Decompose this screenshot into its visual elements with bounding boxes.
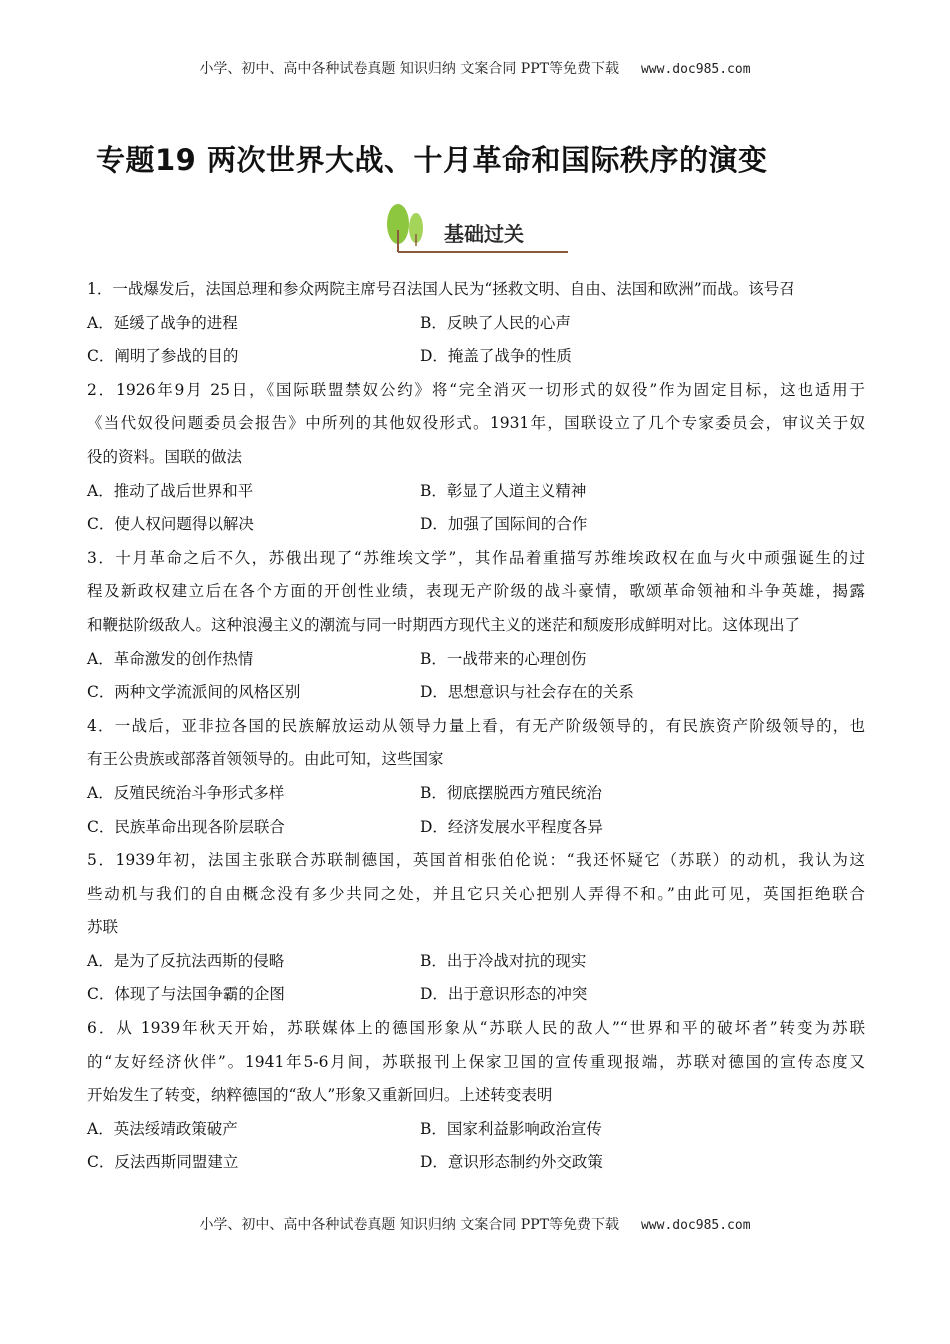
options-row <box>87 307 865 341</box>
question-1 <box>87 273 865 374</box>
option-d: D．出于意识形态的冲突 <box>420 985 588 1004</box>
question-stem-line: 些动机与我们的自由概念没有多少共同之处，并且它只关心把别人弄得不和。”由此可见，英国拒绝联合 <box>87 884 865 903</box>
header-url[interactable]: www.doc985.com <box>640 62 751 77</box>
question-5 <box>87 844 865 1012</box>
question-stem-line: 6．从 1939年秋天开始，苏联媒体上的德国形象从“苏联人民的敌人”“世界和平的破坏者”转变为苏联 <box>87 1019 865 1038</box>
option-b: B．国家利益影响政治宣传 <box>420 1119 602 1138</box>
options-row <box>87 777 865 811</box>
question-stem-line: 1．一战爆发后，法国总理和参众两院主席号召法国人民为“拯救文明、自由、法国和欧洲”而战。该号召 <box>87 280 795 298</box>
header-text: 小学、初中、高中各种试卷真题 知识归纳 文案合同 PPT等免费下载 <box>199 61 619 77</box>
option-a: A．革命激发的创作热情 <box>87 649 254 668</box>
option-d: D．意识形态制约外交政策 <box>420 1153 603 1172</box>
option-c: C．两种文学流派间的风格区别 <box>87 683 301 702</box>
options-row <box>87 945 865 979</box>
options-row <box>87 1146 865 1180</box>
question-stem-line: 程及新政权建立后在各个方面的开创性业绩，表现无产阶级的战斗豪情，歌颂革命领袖和斗争英雄，揭露 <box>87 582 865 601</box>
question-stem-line: 5．1939年初，法国主张联合苏联制德国，英国首相张伯伦说：“我还怀疑它（苏联）的动机，我认为这 <box>87 851 865 870</box>
question-stem-line: 《当代奴役问题委员会报告》中所列的其他奴役形式。1931年，国联设立了几个专家委员会，审议关于奴 <box>87 414 865 433</box>
option-b: B．彰显了人道主义精神 <box>420 481 587 500</box>
section-badge <box>378 200 574 258</box>
page-footer <box>0 1214 950 1234</box>
question-4 <box>87 710 865 844</box>
options-row <box>87 643 865 677</box>
question-stem-line: 役的资料。国联的做法 <box>87 447 243 466</box>
option-a: A．是为了反抗法西斯的侵略 <box>87 951 285 970</box>
option-b: B．一战带来的心理创伤 <box>420 649 587 668</box>
options-row <box>87 508 865 542</box>
option-c: C．体现了与法国争霸的企图 <box>87 985 285 1004</box>
footer-text: 小学、初中、高中各种试卷真题 知识归纳 文案合同 PPT等免费下载 <box>199 1217 619 1233</box>
option-c: C．使人权问题得以解决 <box>87 515 254 534</box>
question-stem-line: 2．1926年9月 25日，《国际联盟禁奴公约》将“完全消灭一切形式的奴役”作为固定目标，这也适用于 <box>87 380 865 399</box>
question-list <box>87 273 865 1180</box>
options-row <box>87 811 865 845</box>
question-3 <box>87 542 865 710</box>
question-stem-line: 的“友好经济伙伴”。1941年5-6月间，苏联报刊上保家卫国的宣传重现报端，苏联对德国的宣传态度又 <box>87 1052 865 1071</box>
question-2 <box>87 374 865 542</box>
option-b: B．反映了人民的心声 <box>420 313 571 332</box>
option-d: D．思想意识与社会存在的关系 <box>420 683 634 702</box>
question-stem-line: 和鞭挞阶级敌人。这种浪漫主义的潮流与同一时期西方现代主义的迷茫和颓废形成鲜明对比。这体现出了 <box>87 615 801 634</box>
options-row <box>87 475 865 509</box>
option-a: A．延缓了战争的进程 <box>87 313 238 332</box>
question-stem-line: 有王公贵族或部落首领领导的。由此可知，这些国家 <box>87 750 444 769</box>
option-c: C．阐明了参战的目的 <box>87 347 239 366</box>
option-d: D．加强了国际间的合作 <box>420 515 588 534</box>
option-c: C．民族革命出现各阶层联合 <box>87 817 285 836</box>
options-row <box>87 340 865 374</box>
question-stem-line: 开始发生了转变，纳粹德国的“敌人”形象又重新回归。上述转变表明 <box>87 1086 553 1105</box>
question-6 <box>87 1012 865 1180</box>
option-c: C．反法西斯同盟建立 <box>87 1153 239 1172</box>
page-title: 专题19 两次世界大战、十月革命和国际秩序的演变 <box>96 143 768 177</box>
page-header <box>0 58 950 78</box>
option-a: A．英法绥靖政策破产 <box>87 1119 238 1138</box>
options-row <box>87 676 865 710</box>
option-d: D．经济发展水平程度各异 <box>420 817 603 836</box>
options-row <box>87 978 865 1012</box>
question-stem-line: 4．一战后，亚非拉各国的民族解放运动从领导力量上看，有无产阶级领导的，有民族资产阶级领导的，也 <box>87 716 865 735</box>
option-a: A．推动了战后世界和平 <box>87 481 254 500</box>
option-b: B．彻底摆脱西方殖民统治 <box>420 783 602 802</box>
question-stem-line: 苏联 <box>87 918 119 937</box>
option-a: A．反殖民统治斗争形式多样 <box>87 783 285 802</box>
section-badge-label: 基础过关 <box>444 222 524 246</box>
options-row <box>87 1113 865 1147</box>
question-stem-line: 3．十月革命之后不久，苏俄出现了“苏维埃文学”，其作品着重描写苏维埃政权在血与火中顽强诞生的过 <box>87 548 865 567</box>
option-d: D．掩盖了战争的性质 <box>420 347 572 366</box>
option-b: B．出于冷战对抗的现实 <box>420 951 587 970</box>
footer-url[interactable]: www.doc985.com <box>640 1218 751 1233</box>
